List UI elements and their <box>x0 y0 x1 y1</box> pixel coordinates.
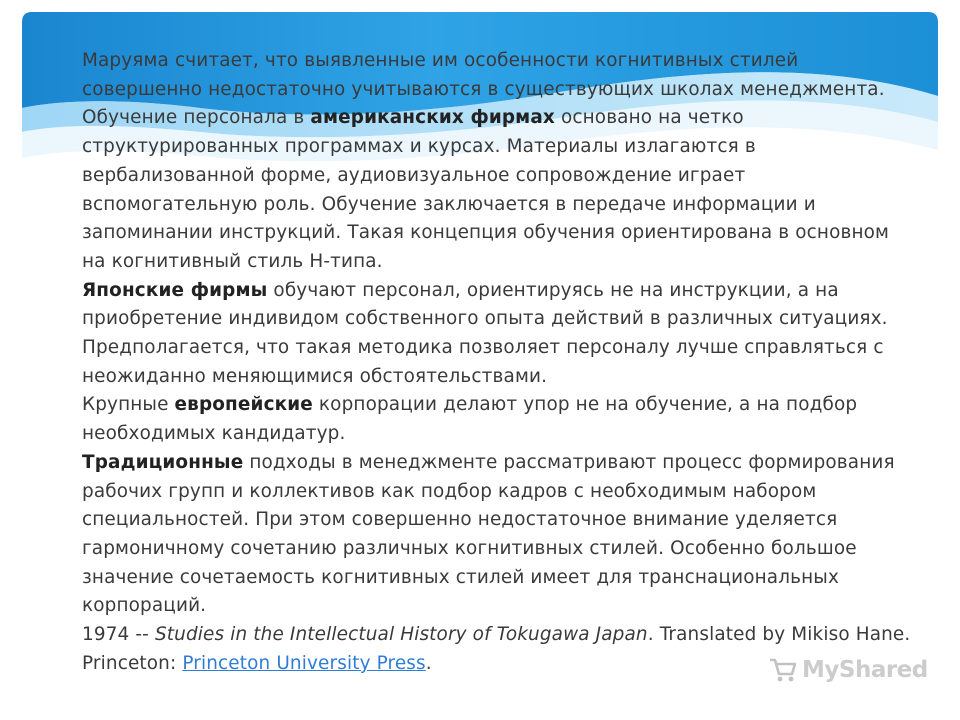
text-run: Обучение персонала в <box>82 107 311 129</box>
paragraph <box>82 391 912 448</box>
watermark <box>768 656 928 684</box>
paragraph <box>82 104 912 276</box>
text-run: Маруяма считает, что выявленные им особенности когнитивных стилей совершенно недостаточно учитываются в существующих школах менеджмента. <box>82 50 885 100</box>
emphasis-text: Японские фирмы <box>82 279 268 301</box>
book-title: Studies in the Intellectual History of Tokugawa Japan <box>154 624 648 646</box>
publisher-link[interactable]: Princeton University Press <box>182 652 426 674</box>
paragraph <box>82 47 912 104</box>
text-run: подходы в менеджменте рассматривают процесс формирования рабочих групп и коллективов как подбор кадров с необходимым набором специальностей. При этом совершенно недостаточное внимание уделяется гармоничному сочетанию различных когнитивных стилей. Особенно большое значение сочетаемость когнитивных стилей имеет для транснациональных корпораций. <box>82 451 895 617</box>
emphasis-text: Традиционные <box>82 451 244 473</box>
text-run: . Translated by Mikiso Hane. Princeton: <box>82 624 911 674</box>
emphasis-text: американских фирмах <box>310 107 555 129</box>
text-run: корпорации делают упор не на обучение, а на подбор необходимых кандидатур. <box>82 394 858 445</box>
cart-icon <box>768 656 798 684</box>
text-run: основано на четко структурированных программах и курсах. Материалы излагаются в вербализованной форме, аудиовизуальное сопровождение играет вспомогательную роль. Обучение заключается в передаче информации и запоминании инструкций. Такая концепция обучения ориентирована в основном на когнитивный стиль Н-типа. <box>82 107 890 272</box>
text-run: 1974 -- <box>82 624 155 646</box>
paragraph <box>82 277 912 392</box>
watermark-text: MyShared <box>802 657 928 683</box>
text-run: обучают персонал, ориентируясь не на инструкции, а на приобретение индивидом собственного опыта действий в различных ситуациях. Предполагается, что такая методика позволяет персоналу лучше справляться с неожиданно меняющимися обстоятельствами. <box>82 279 888 387</box>
text-run: Крупные <box>82 394 175 416</box>
text-run: . <box>425 652 432 674</box>
slide-body <box>82 47 912 678</box>
emphasis-text: европейские <box>174 394 313 416</box>
paragraph <box>82 449 912 621</box>
